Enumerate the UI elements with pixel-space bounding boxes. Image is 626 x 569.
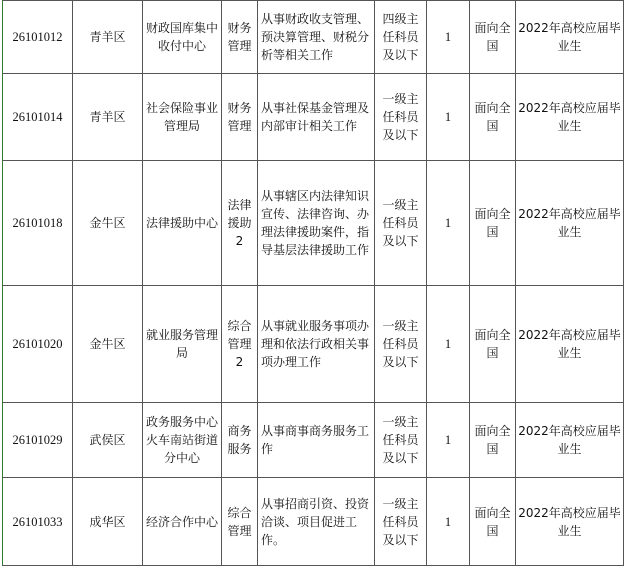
hire-count: 1: [427, 403, 470, 478]
post-name: 商务服务: [222, 403, 258, 478]
district: 青羊区: [73, 1, 143, 74]
hire-count: 1: [427, 1, 470, 74]
position-code: 26101014: [3, 74, 73, 161]
recruit-scope: 面向全国: [470, 161, 516, 286]
district: 金牛区: [73, 286, 143, 403]
target-applicants: 2022年高校应届毕业生: [516, 161, 624, 286]
table-row: [3, 161, 624, 286]
post-name: 财务管理: [222, 74, 258, 161]
position-code: 26101020: [3, 286, 73, 403]
position-level: 一级主任科员及以下: [375, 161, 427, 286]
recruiting-unit: 财政国库集中收付中心: [143, 1, 222, 74]
post-name: 综合管理2: [222, 286, 258, 403]
recruit-scope: 面向全国: [470, 1, 516, 74]
recruiting-unit: 就业服务管理局: [143, 286, 222, 403]
target-applicants: 2022年高校应届毕业生: [516, 286, 624, 403]
position-level: 一级主任科员及以下: [375, 74, 427, 161]
position-code: 26101012: [3, 1, 73, 74]
district: 金牛区: [73, 161, 143, 286]
table-row: [3, 1, 624, 74]
hire-count: 1: [427, 161, 470, 286]
job-duty: 从事社保基金管理及内部审计相关工作: [258, 74, 375, 161]
target-applicants: 2022年高校应届毕业生: [516, 403, 624, 478]
position-level: 一级主任科员及以下: [375, 478, 427, 566]
recruiting-unit: 法律援助中心: [143, 161, 222, 286]
recruit-scope: 面向全国: [470, 74, 516, 161]
hire-count: 1: [427, 478, 470, 566]
post-name: 法律援助2: [222, 161, 258, 286]
hire-count: 1: [427, 286, 470, 403]
job-duty: 从事辖区内法律知识宣传、法律咨询、办理法律援助案件，指导基层法律援助工作: [258, 161, 375, 286]
position-level: 一级主任科员及以下: [375, 286, 427, 403]
table-row: [3, 478, 624, 566]
position-code: 26101029: [3, 403, 73, 478]
table-row: [3, 286, 624, 403]
recruitment-table: [2, 0, 624, 566]
post-name: 财务管理: [222, 1, 258, 74]
table-row: [3, 403, 624, 478]
job-duty: 从事商事商务服务工作: [258, 403, 375, 478]
position-code: 26101018: [3, 161, 73, 286]
recruit-scope: 面向全国: [470, 403, 516, 478]
job-duty: 从事就业服务事项办理和依法行政相关事项办理工作: [258, 286, 375, 403]
recruit-scope: 面向全国: [470, 478, 516, 566]
target-applicants: 2022年高校应届毕业生: [516, 1, 624, 74]
recruiting-unit: 政务服务中心火车南站街道分中心: [143, 403, 222, 478]
recruiting-unit: 社会保险事业管理局: [143, 74, 222, 161]
recruiting-unit: 经济合作中心: [143, 478, 222, 566]
target-applicants: 2022年高校应届毕业生: [516, 74, 624, 161]
position-level: 四级主任科员及以下: [375, 1, 427, 74]
position-code: 26101033: [3, 478, 73, 566]
job-duty: 从事招商引资、投资洽谈、项目促进工作。: [258, 478, 375, 566]
district: 青羊区: [73, 74, 143, 161]
table-row: [3, 74, 624, 161]
recruit-scope: 面向全国: [470, 286, 516, 403]
hire-count: 1: [427, 74, 470, 161]
district: 成华区: [73, 478, 143, 566]
position-level: 一级主任科员及以下: [375, 403, 427, 478]
target-applicants: 2022年高校应届毕业生: [516, 478, 624, 566]
district: 武侯区: [73, 403, 143, 478]
job-duty: 从事财政收支管理、预决算管理、财税分析等相关工作: [258, 1, 375, 74]
post-name: 综合管理: [222, 478, 258, 566]
